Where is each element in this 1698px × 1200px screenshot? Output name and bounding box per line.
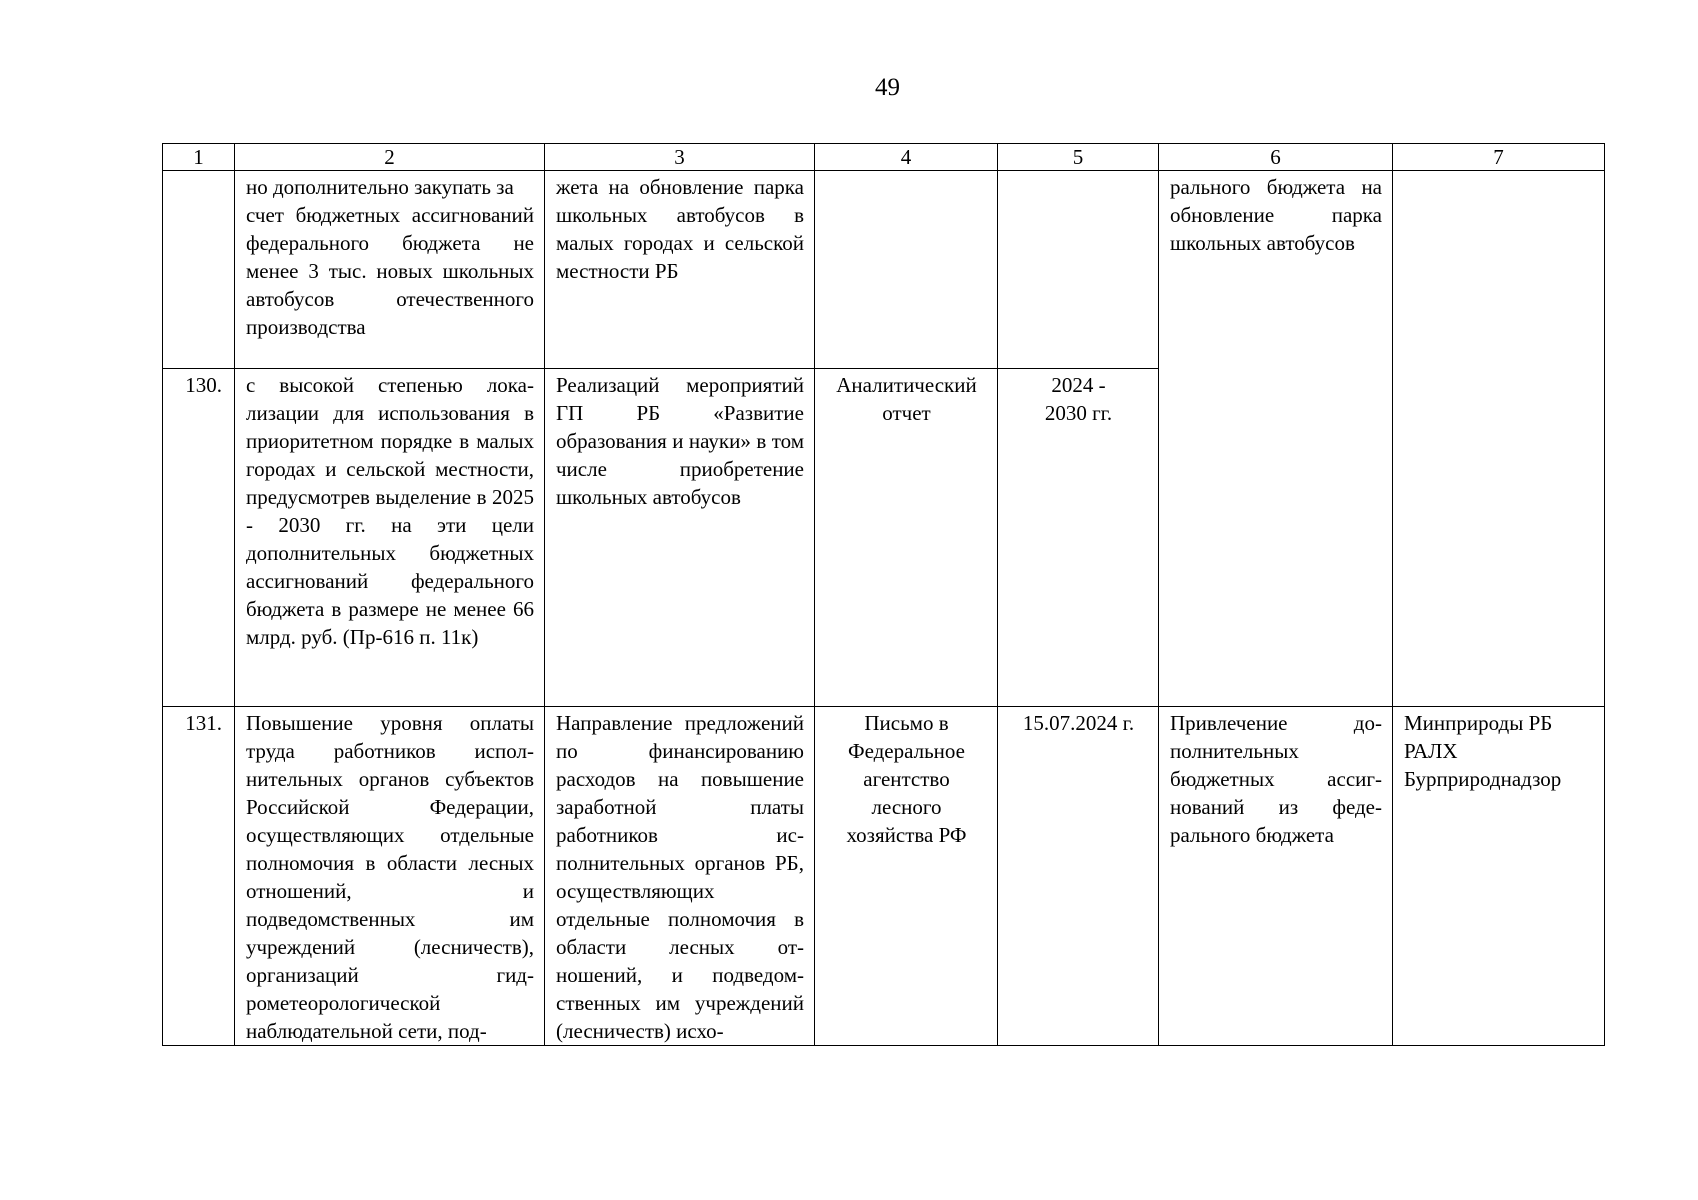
column-header: 6 <box>1159 144 1393 171</box>
table-row <box>163 171 1605 369</box>
row-number: 131. <box>163 707 235 1046</box>
column-header: 3 <box>545 144 815 171</box>
column-header: 7 <box>1393 144 1605 171</box>
responsible-executors <box>1393 171 1605 707</box>
column-header: 4 <box>815 144 998 171</box>
row-number <box>163 171 235 369</box>
measure-description: с высокой степенью локализации для использования в приоритетном порядке в малых городах и сельской местности, предусмотрев выделение в 2025 - 2030 гг. на эти цели дополнительных бюджетных ассигнований федерального бюджета в размере не менее 66 млрд. руб. (Пр-616 п. 11к) <box>235 369 545 707</box>
measure-description: но дополнительно закупать за счет бюджетных ассигнований федерального бюджета не менее 3 тыс. новых школьных автобусов отечественного производства <box>235 171 545 369</box>
deadline <box>998 171 1159 369</box>
measure-description: Повышение уровня оплаты труда работников исполнительных органов субъектов Российской Федерации, осуществляющих отдельные полномочия в области лесных отношений, и подведомственных им учреждений (лесничеств), организаций гидрометеорологической наблюдательной сети, под- <box>235 707 545 1046</box>
expected-result: рального бюджета на обновление парка школьных автобусов <box>1159 171 1393 707</box>
responsible-executors: Минприроды РБ РАЛХ Бурприроднадзор <box>1393 707 1605 1046</box>
column-header: 5 <box>998 144 1159 171</box>
expected-result: Привлечение дополнительных бюджетных ассигнований из федерального бюджета <box>1159 707 1393 1046</box>
implementation-mechanism: Реализаций мероприятий ГП РБ «Развитие образования и науки» в том числе приобретение школьных автобусов <box>545 369 815 707</box>
deadline: 2024 - 2030 гг. <box>998 369 1159 707</box>
result-document: Аналитический отчет <box>815 369 998 707</box>
column-header: 2 <box>235 144 545 171</box>
deadline: 15.07.2024 г. <box>998 707 1159 1046</box>
measures-table <box>162 143 1605 1046</box>
table-header-row <box>163 144 1605 171</box>
result-document <box>815 171 998 369</box>
implementation-mechanism: жета на обновление парка школьных автобусов в малых городах и сельской местности РБ <box>545 171 815 369</box>
column-header: 1 <box>163 144 235 171</box>
page-number: 49 <box>875 74 900 101</box>
result-document: Письмо в Федеральное агентство лесного хозяйства РФ <box>815 707 998 1046</box>
implementation-mechanism: Направление предложений по финансированию расходов на повышение заработной платы работников исполнительных органов РБ, осуществляющих отдельные полномочия в области лесных отношений, и подведомственных им учреждений (лесничеств) исхо- <box>545 707 815 1046</box>
table-row <box>163 707 1605 1046</box>
row-number: 130. <box>163 369 235 707</box>
